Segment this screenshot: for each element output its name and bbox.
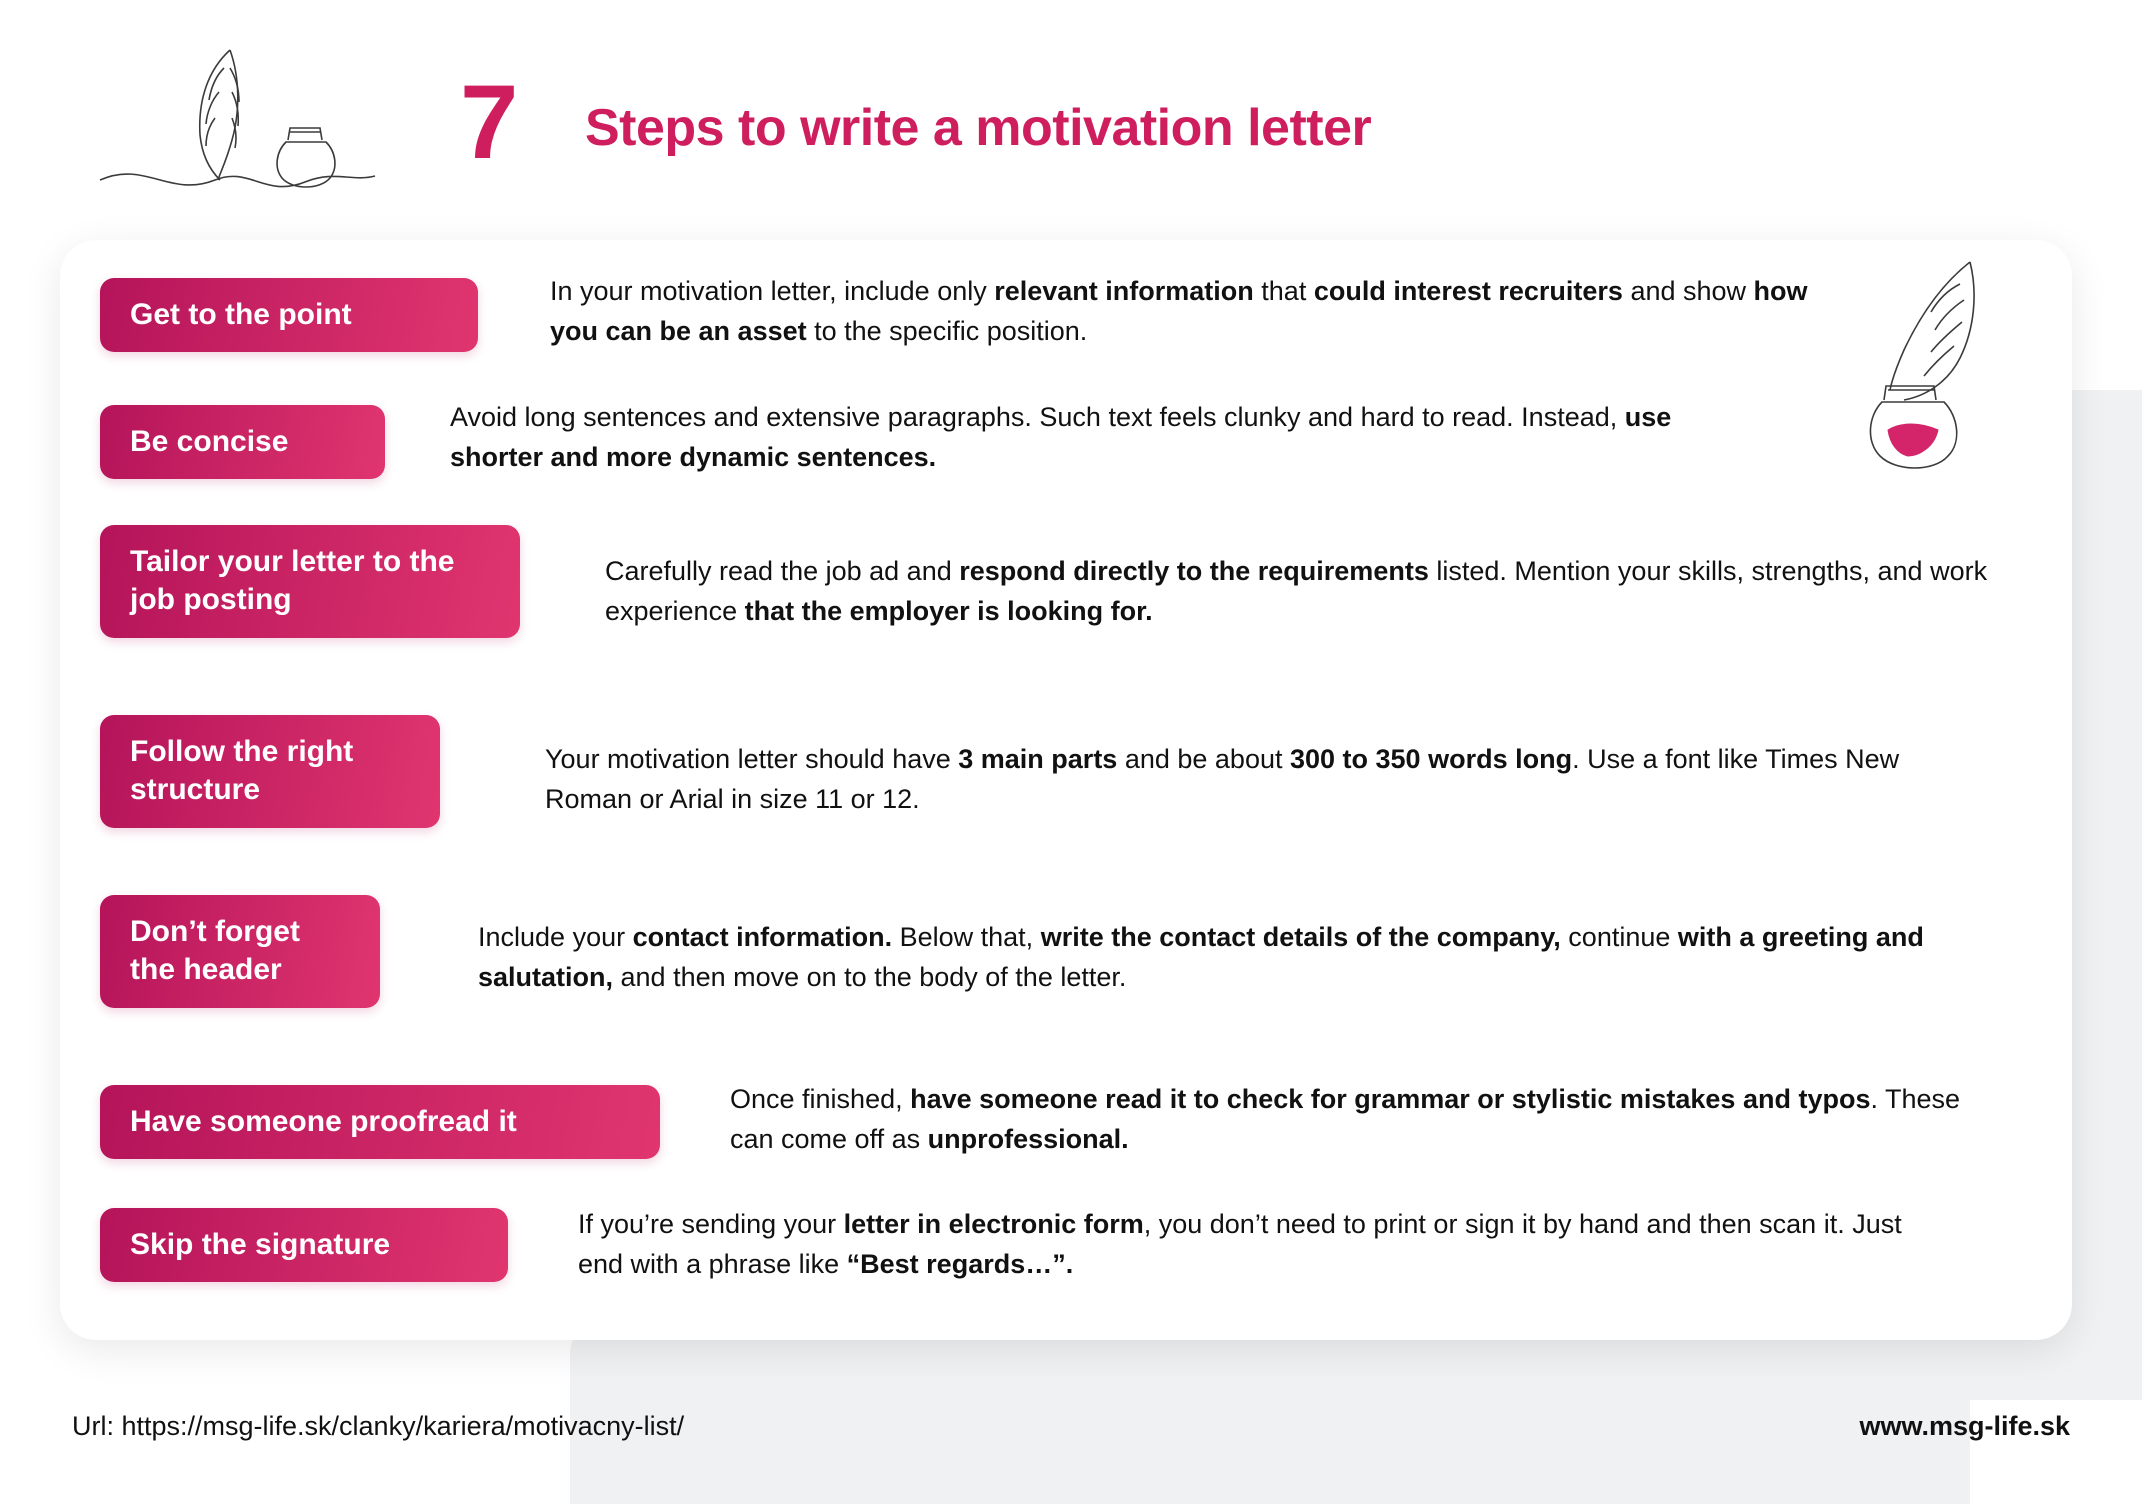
background-accent-bottom bbox=[570, 1314, 1970, 1504]
page-header bbox=[0, 60, 2142, 220]
footer-source-url: Url: https://msg-life.sk/clanky/kariera/motivacny-list/ bbox=[72, 1411, 685, 1441]
steps-card bbox=[60, 240, 2072, 1340]
step-label-5[interactable]: Don’t forget the header bbox=[100, 895, 380, 1008]
step-label-4[interactable]: Follow the right structure bbox=[100, 715, 440, 828]
step-label-1[interactable]: Get to the point bbox=[100, 278, 478, 352]
step-label-7[interactable]: Skip the signature bbox=[100, 1208, 508, 1282]
step-label-2[interactable]: Be concise bbox=[100, 405, 385, 479]
step-description-2: Avoid long sentences and extensive paragraphs. Such text feels clunky and hard to read. Instead, use shorter and more dynamic sentences. bbox=[450, 402, 1672, 472]
quill-and-inkwell-icon bbox=[90, 30, 380, 220]
step-count-number: 7 bbox=[460, 64, 517, 181]
step-label-3[interactable]: Tailor your letter to the job posting bbox=[100, 525, 520, 638]
step-description-7: If you’re sending your letter in electronic form, you don’t need to print or sign it by hand and then scan it. Just end with a phrase like “Best regards…”. bbox=[578, 1209, 1902, 1279]
page-title: Steps to write a motivation letter bbox=[585, 99, 1372, 157]
step-description-3: Carefully read the job ad and respond directly to the requirements listed. Mention your skills, strengths, and work experience that the employer is looking for. bbox=[605, 556, 1988, 626]
step-label-6[interactable]: Have someone proofread it bbox=[100, 1085, 660, 1159]
step-description-1: In your motivation letter, include only relevant information that could interest recruiters and show how you can be an asset to the specific position. bbox=[550, 276, 1808, 346]
step-description-4: Your motivation letter should have 3 main parts and be about 300 to 350 words long. Use a font like Times New Roman or Arial in size 11 or 12. bbox=[545, 744, 1900, 814]
step-description-5: Include your contact information. Below that, write the contact details of the company, continue with a greeting and salutation, and then move on to the body of the letter. bbox=[478, 922, 1924, 992]
step-description-6: Once finished, have someone read it to check for grammar or stylistic mistakes and typos. These can come off as unprofessional. bbox=[730, 1084, 1961, 1154]
footer-website: www.msg-life.sk bbox=[1859, 1411, 2070, 1441]
